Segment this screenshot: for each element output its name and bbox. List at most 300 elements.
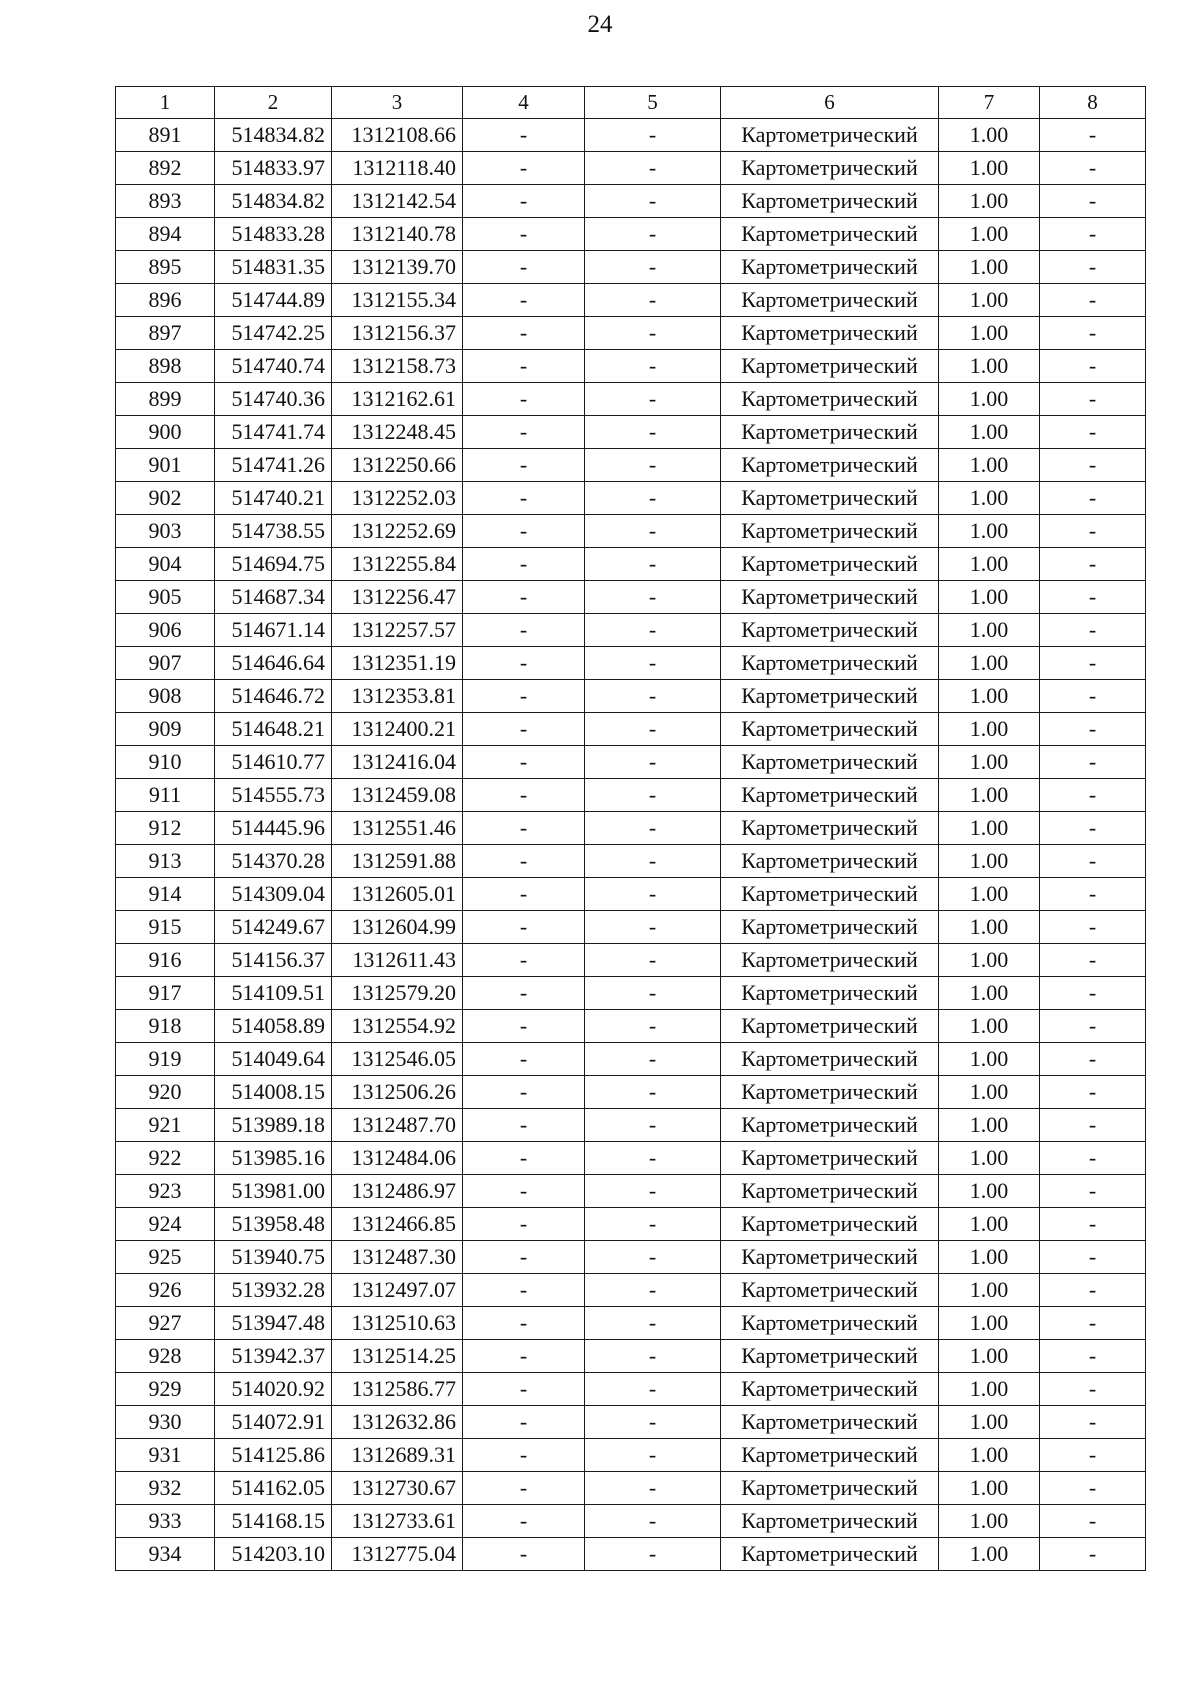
column-5-cell: - <box>585 416 721 449</box>
column-8-cell: - <box>1040 1340 1146 1373</box>
column-4-cell: - <box>463 1274 585 1307</box>
x-coordinate-cell: 514741.74 <box>215 416 332 449</box>
accuracy-cell: 1.00 <box>939 185 1040 218</box>
column-8-cell: - <box>1040 746 1146 779</box>
x-coordinate-cell: 514831.35 <box>215 251 332 284</box>
column-8-cell: - <box>1040 977 1146 1010</box>
x-coordinate-cell: 514646.64 <box>215 647 332 680</box>
column-8-cell: - <box>1040 284 1146 317</box>
x-coordinate-cell: 514742.25 <box>215 317 332 350</box>
y-coordinate-cell: 1312255.84 <box>332 548 463 581</box>
x-coordinate-cell: 514740.36 <box>215 383 332 416</box>
column-8-cell: - <box>1040 1538 1146 1571</box>
column-8-cell: - <box>1040 680 1146 713</box>
point-number-cell: 927 <box>116 1307 215 1340</box>
y-coordinate-cell: 1312142.54 <box>332 185 463 218</box>
accuracy-cell: 1.00 <box>939 1340 1040 1373</box>
column-4-cell: - <box>463 251 585 284</box>
method-cell: Картометрический <box>721 779 939 812</box>
y-coordinate-cell: 1312156.37 <box>332 317 463 350</box>
point-number-cell: 899 <box>116 383 215 416</box>
point-number-cell: 925 <box>116 1241 215 1274</box>
table-row <box>116 977 1146 1010</box>
accuracy-cell: 1.00 <box>939 350 1040 383</box>
method-cell: Картометрический <box>721 1307 939 1340</box>
column-5-cell: - <box>585 1142 721 1175</box>
x-coordinate-cell: 514008.15 <box>215 1076 332 1109</box>
accuracy-cell: 1.00 <box>939 416 1040 449</box>
x-coordinate-cell: 514249.67 <box>215 911 332 944</box>
method-cell: Картометрический <box>721 1505 939 1538</box>
y-coordinate-cell: 1312466.85 <box>332 1208 463 1241</box>
point-number-cell: 892 <box>116 152 215 185</box>
x-coordinate-cell: 514833.28 <box>215 218 332 251</box>
table-row <box>116 1406 1146 1439</box>
column-5-cell: - <box>585 1076 721 1109</box>
method-cell: Картометрический <box>721 1340 939 1373</box>
column-8-cell: - <box>1040 944 1146 977</box>
accuracy-cell: 1.00 <box>939 680 1040 713</box>
column-5-cell: - <box>585 251 721 284</box>
x-coordinate-cell: 514687.34 <box>215 581 332 614</box>
method-cell: Картометрический <box>721 581 939 614</box>
column-header: 4 <box>463 87 585 119</box>
accuracy-cell: 1.00 <box>939 251 1040 284</box>
x-coordinate-cell: 513989.18 <box>215 1109 332 1142</box>
column-4-cell: - <box>463 1109 585 1142</box>
table-row <box>116 1109 1146 1142</box>
table-row <box>116 1175 1146 1208</box>
accuracy-cell: 1.00 <box>939 152 1040 185</box>
x-coordinate-cell: 514370.28 <box>215 845 332 878</box>
table-row <box>116 713 1146 746</box>
point-number-cell: 905 <box>116 581 215 614</box>
accuracy-cell: 1.00 <box>939 1472 1040 1505</box>
accuracy-cell: 1.00 <box>939 746 1040 779</box>
column-4-cell: - <box>463 515 585 548</box>
column-8-cell: - <box>1040 1406 1146 1439</box>
column-5-cell: - <box>585 218 721 251</box>
column-5-cell: - <box>585 713 721 746</box>
accuracy-cell: 1.00 <box>939 317 1040 350</box>
point-number-cell: 903 <box>116 515 215 548</box>
column-4-cell: - <box>463 1208 585 1241</box>
column-5-cell: - <box>585 482 721 515</box>
column-8-cell: - <box>1040 812 1146 845</box>
column-4-cell: - <box>463 1043 585 1076</box>
accuracy-cell: 1.00 <box>939 1274 1040 1307</box>
method-cell: Картометрический <box>721 1538 939 1571</box>
column-4-cell: - <box>463 680 585 713</box>
accuracy-cell: 1.00 <box>939 977 1040 1010</box>
accuracy-cell: 1.00 <box>939 383 1040 416</box>
x-coordinate-cell: 514646.72 <box>215 680 332 713</box>
accuracy-cell: 1.00 <box>939 1076 1040 1109</box>
column-5-cell: - <box>585 1175 721 1208</box>
column-8-cell: - <box>1040 713 1146 746</box>
y-coordinate-cell: 1312579.20 <box>332 977 463 1010</box>
point-number-cell: 913 <box>116 845 215 878</box>
column-8-cell: - <box>1040 548 1146 581</box>
column-header: 8 <box>1040 87 1146 119</box>
column-8-cell: - <box>1040 383 1146 416</box>
column-5-cell: - <box>585 1472 721 1505</box>
y-coordinate-cell: 1312484.06 <box>332 1142 463 1175</box>
x-coordinate-cell: 514694.75 <box>215 548 332 581</box>
method-cell: Картометрический <box>721 647 939 680</box>
point-number-cell: 915 <box>116 911 215 944</box>
table-row <box>116 383 1146 416</box>
column-header: 7 <box>939 87 1040 119</box>
table-row <box>116 119 1146 152</box>
x-coordinate-cell: 514162.05 <box>215 1472 332 1505</box>
column-5-cell: - <box>585 647 721 680</box>
method-cell: Картометрический <box>721 1439 939 1472</box>
column-5-cell: - <box>585 614 721 647</box>
table-row <box>116 152 1146 185</box>
y-coordinate-cell: 1312733.61 <box>332 1505 463 1538</box>
point-number-cell: 929 <box>116 1373 215 1406</box>
column-4-cell: - <box>463 1340 585 1373</box>
column-4-cell: - <box>463 1373 585 1406</box>
table-row <box>116 548 1146 581</box>
table-row <box>116 779 1146 812</box>
accuracy-cell: 1.00 <box>939 1538 1040 1571</box>
column-4-cell: - <box>463 317 585 350</box>
column-5-cell: - <box>585 119 721 152</box>
method-cell: Картометрический <box>721 911 939 944</box>
x-coordinate-cell: 514156.37 <box>215 944 332 977</box>
y-coordinate-cell: 1312730.67 <box>332 1472 463 1505</box>
column-8-cell: - <box>1040 317 1146 350</box>
point-number-cell: 914 <box>116 878 215 911</box>
method-cell: Картометрический <box>721 152 939 185</box>
method-cell: Картометрический <box>721 1109 939 1142</box>
column-5-cell: - <box>585 1307 721 1340</box>
column-5-cell: - <box>585 845 721 878</box>
x-coordinate-cell: 514020.92 <box>215 1373 332 1406</box>
y-coordinate-cell: 1312611.43 <box>332 944 463 977</box>
accuracy-cell: 1.00 <box>939 1406 1040 1439</box>
point-number-cell: 900 <box>116 416 215 449</box>
column-8-cell: - <box>1040 1241 1146 1274</box>
point-number-cell: 894 <box>116 218 215 251</box>
accuracy-cell: 1.00 <box>939 944 1040 977</box>
column-5-cell: - <box>585 746 721 779</box>
point-number-cell: 901 <box>116 449 215 482</box>
column-5-cell: - <box>585 548 721 581</box>
accuracy-cell: 1.00 <box>939 812 1040 845</box>
column-4-cell: - <box>463 1010 585 1043</box>
x-coordinate-cell: 513940.75 <box>215 1241 332 1274</box>
accuracy-cell: 1.00 <box>939 581 1040 614</box>
table-row <box>116 1241 1146 1274</box>
point-number-cell: 898 <box>116 350 215 383</box>
column-8-cell: - <box>1040 1010 1146 1043</box>
column-8-cell: - <box>1040 1175 1146 1208</box>
accuracy-cell: 1.00 <box>939 1373 1040 1406</box>
column-4-cell: - <box>463 779 585 812</box>
point-number-cell: 907 <box>116 647 215 680</box>
point-number-cell: 920 <box>116 1076 215 1109</box>
method-cell: Картометрический <box>721 1076 939 1109</box>
accuracy-cell: 1.00 <box>939 218 1040 251</box>
column-4-cell: - <box>463 1175 585 1208</box>
column-8-cell: - <box>1040 647 1146 680</box>
column-4-cell: - <box>463 977 585 1010</box>
column-8-cell: - <box>1040 1076 1146 1109</box>
x-coordinate-cell: 514203.10 <box>215 1538 332 1571</box>
column-8-cell: - <box>1040 1109 1146 1142</box>
coordinates-table <box>115 86 1146 1571</box>
table-row <box>116 746 1146 779</box>
column-8-cell: - <box>1040 218 1146 251</box>
column-5-cell: - <box>585 284 721 317</box>
x-coordinate-cell: 514740.21 <box>215 482 332 515</box>
accuracy-cell: 1.00 <box>939 1010 1040 1043</box>
x-coordinate-cell: 513932.28 <box>215 1274 332 1307</box>
column-5-cell: - <box>585 449 721 482</box>
table-row <box>116 1076 1146 1109</box>
method-cell: Картометрический <box>721 449 939 482</box>
column-4-cell: - <box>463 614 585 647</box>
column-5-cell: - <box>585 680 721 713</box>
point-number-cell: 916 <box>116 944 215 977</box>
y-coordinate-cell: 1312256.47 <box>332 581 463 614</box>
point-number-cell: 904 <box>116 548 215 581</box>
column-4-cell: - <box>463 350 585 383</box>
point-number-cell: 928 <box>116 1340 215 1373</box>
y-coordinate-cell: 1312416.04 <box>332 746 463 779</box>
column-header: 1 <box>116 87 215 119</box>
column-4-cell: - <box>463 152 585 185</box>
x-coordinate-cell: 514610.77 <box>215 746 332 779</box>
column-8-cell: - <box>1040 779 1146 812</box>
column-5-cell: - <box>585 1010 721 1043</box>
method-cell: Картометрический <box>721 1043 939 1076</box>
point-number-cell: 906 <box>116 614 215 647</box>
method-cell: Картометрический <box>721 944 939 977</box>
point-number-cell: 912 <box>116 812 215 845</box>
column-5-cell: - <box>585 1538 721 1571</box>
y-coordinate-cell: 1312551.46 <box>332 812 463 845</box>
y-coordinate-cell: 1312487.30 <box>332 1241 463 1274</box>
y-coordinate-cell: 1312250.66 <box>332 449 463 482</box>
column-header: 3 <box>332 87 463 119</box>
column-4-cell: - <box>463 1307 585 1340</box>
column-8-cell: - <box>1040 1439 1146 1472</box>
point-number-cell: 909 <box>116 713 215 746</box>
method-cell: Картометрический <box>721 878 939 911</box>
point-number-cell: 932 <box>116 1472 215 1505</box>
column-8-cell: - <box>1040 515 1146 548</box>
method-cell: Картометрический <box>721 218 939 251</box>
column-5-cell: - <box>585 185 721 218</box>
y-coordinate-cell: 1312252.03 <box>332 482 463 515</box>
accuracy-cell: 1.00 <box>939 1208 1040 1241</box>
accuracy-cell: 1.00 <box>939 1109 1040 1142</box>
column-8-cell: - <box>1040 1043 1146 1076</box>
y-coordinate-cell: 1312604.99 <box>332 911 463 944</box>
table-row <box>116 944 1146 977</box>
table-row <box>116 878 1146 911</box>
method-cell: Картометрический <box>721 1406 939 1439</box>
column-header: 2 <box>215 87 332 119</box>
column-4-cell: - <box>463 1439 585 1472</box>
x-coordinate-cell: 514309.04 <box>215 878 332 911</box>
accuracy-cell: 1.00 <box>939 1505 1040 1538</box>
method-cell: Картометрический <box>721 746 939 779</box>
method-cell: Картометрический <box>721 977 939 1010</box>
accuracy-cell: 1.00 <box>939 548 1040 581</box>
y-coordinate-cell: 1312162.61 <box>332 383 463 416</box>
table-row <box>116 1043 1146 1076</box>
column-header: 5 <box>585 87 721 119</box>
column-5-cell: - <box>585 1340 721 1373</box>
y-coordinate-cell: 1312248.45 <box>332 416 463 449</box>
x-coordinate-cell: 514738.55 <box>215 515 332 548</box>
point-number-cell: 891 <box>116 119 215 152</box>
accuracy-cell: 1.00 <box>939 1175 1040 1208</box>
y-coordinate-cell: 1312497.07 <box>332 1274 463 1307</box>
y-coordinate-cell: 1312487.70 <box>332 1109 463 1142</box>
column-4-cell: - <box>463 1505 585 1538</box>
point-number-cell: 922 <box>116 1142 215 1175</box>
column-4-cell: - <box>463 416 585 449</box>
column-5-cell: - <box>585 1208 721 1241</box>
column-8-cell: - <box>1040 119 1146 152</box>
method-cell: Картометрический <box>721 614 939 647</box>
point-number-cell: 931 <box>116 1439 215 1472</box>
y-coordinate-cell: 1312257.57 <box>332 614 463 647</box>
y-coordinate-cell: 1312158.73 <box>332 350 463 383</box>
table-row <box>116 218 1146 251</box>
column-4-cell: - <box>463 1241 585 1274</box>
method-cell: Картометрический <box>721 812 939 845</box>
column-4-cell: - <box>463 812 585 845</box>
y-coordinate-cell: 1312140.78 <box>332 218 463 251</box>
table-row <box>116 185 1146 218</box>
y-coordinate-cell: 1312510.63 <box>332 1307 463 1340</box>
y-coordinate-cell: 1312252.69 <box>332 515 463 548</box>
x-coordinate-cell: 514834.82 <box>215 119 332 152</box>
column-8-cell: - <box>1040 152 1146 185</box>
column-4-cell: - <box>463 746 585 779</box>
method-cell: Картометрический <box>721 515 939 548</box>
table-row <box>116 812 1146 845</box>
method-cell: Картометрический <box>721 1010 939 1043</box>
table-row <box>116 284 1146 317</box>
column-5-cell: - <box>585 1505 721 1538</box>
point-number-cell: 908 <box>116 680 215 713</box>
accuracy-cell: 1.00 <box>939 713 1040 746</box>
point-number-cell: 924 <box>116 1208 215 1241</box>
column-header: 6 <box>721 87 939 119</box>
column-8-cell: - <box>1040 350 1146 383</box>
column-4-cell: - <box>463 1142 585 1175</box>
x-coordinate-cell: 513958.48 <box>215 1208 332 1241</box>
table-row <box>116 515 1146 548</box>
y-coordinate-cell: 1312554.92 <box>332 1010 463 1043</box>
column-4-cell: - <box>463 383 585 416</box>
point-number-cell: 911 <box>116 779 215 812</box>
column-5-cell: - <box>585 1043 721 1076</box>
table-row <box>116 1373 1146 1406</box>
method-cell: Картометрический <box>721 1373 939 1406</box>
y-coordinate-cell: 1312486.97 <box>332 1175 463 1208</box>
column-5-cell: - <box>585 350 721 383</box>
column-4-cell: - <box>463 449 585 482</box>
accuracy-cell: 1.00 <box>939 647 1040 680</box>
column-5-cell: - <box>585 878 721 911</box>
table-row <box>116 1505 1146 1538</box>
column-4-cell: - <box>463 284 585 317</box>
x-coordinate-cell: 514445.96 <box>215 812 332 845</box>
column-5-cell: - <box>585 1373 721 1406</box>
point-number-cell: 895 <box>116 251 215 284</box>
column-4-cell: - <box>463 1472 585 1505</box>
accuracy-cell: 1.00 <box>939 1043 1040 1076</box>
x-coordinate-cell: 514671.14 <box>215 614 332 647</box>
x-coordinate-cell: 514168.15 <box>215 1505 332 1538</box>
method-cell: Картометрический <box>721 1142 939 1175</box>
table-row <box>116 482 1146 515</box>
column-5-cell: - <box>585 977 721 1010</box>
x-coordinate-cell: 514833.97 <box>215 152 332 185</box>
table-row <box>116 317 1146 350</box>
column-5-cell: - <box>585 779 721 812</box>
x-coordinate-cell: 514125.86 <box>215 1439 332 1472</box>
column-5-cell: - <box>585 1274 721 1307</box>
accuracy-cell: 1.00 <box>939 482 1040 515</box>
column-5-cell: - <box>585 317 721 350</box>
point-number-cell: 893 <box>116 185 215 218</box>
y-coordinate-cell: 1312351.19 <box>332 647 463 680</box>
accuracy-cell: 1.00 <box>939 911 1040 944</box>
method-cell: Картометрический <box>721 284 939 317</box>
table-row <box>116 647 1146 680</box>
y-coordinate-cell: 1312689.31 <box>332 1439 463 1472</box>
method-cell: Картометрический <box>721 482 939 515</box>
method-cell: Картометрический <box>721 251 939 284</box>
x-coordinate-cell: 514072.91 <box>215 1406 332 1439</box>
y-coordinate-cell: 1312400.21 <box>332 713 463 746</box>
method-cell: Картометрический <box>721 1175 939 1208</box>
y-coordinate-cell: 1312139.70 <box>332 251 463 284</box>
method-cell: Картометрический <box>721 350 939 383</box>
table-row <box>116 1307 1146 1340</box>
point-number-cell: 933 <box>116 1505 215 1538</box>
accuracy-cell: 1.00 <box>939 1241 1040 1274</box>
y-coordinate-cell: 1312506.26 <box>332 1076 463 1109</box>
method-cell: Картометрический <box>721 1472 939 1505</box>
accuracy-cell: 1.00 <box>939 845 1040 878</box>
table-row <box>116 581 1146 614</box>
column-4-cell: - <box>463 1538 585 1571</box>
column-5-cell: - <box>585 1109 721 1142</box>
column-8-cell: - <box>1040 1373 1146 1406</box>
method-cell: Картометрический <box>721 383 939 416</box>
column-5-cell: - <box>585 152 721 185</box>
table-row <box>116 449 1146 482</box>
column-8-cell: - <box>1040 614 1146 647</box>
column-4-cell: - <box>463 482 585 515</box>
column-8-cell: - <box>1040 878 1146 911</box>
point-number-cell: 918 <box>116 1010 215 1043</box>
accuracy-cell: 1.00 <box>939 614 1040 647</box>
column-5-cell: - <box>585 515 721 548</box>
x-coordinate-cell: 513947.48 <box>215 1307 332 1340</box>
